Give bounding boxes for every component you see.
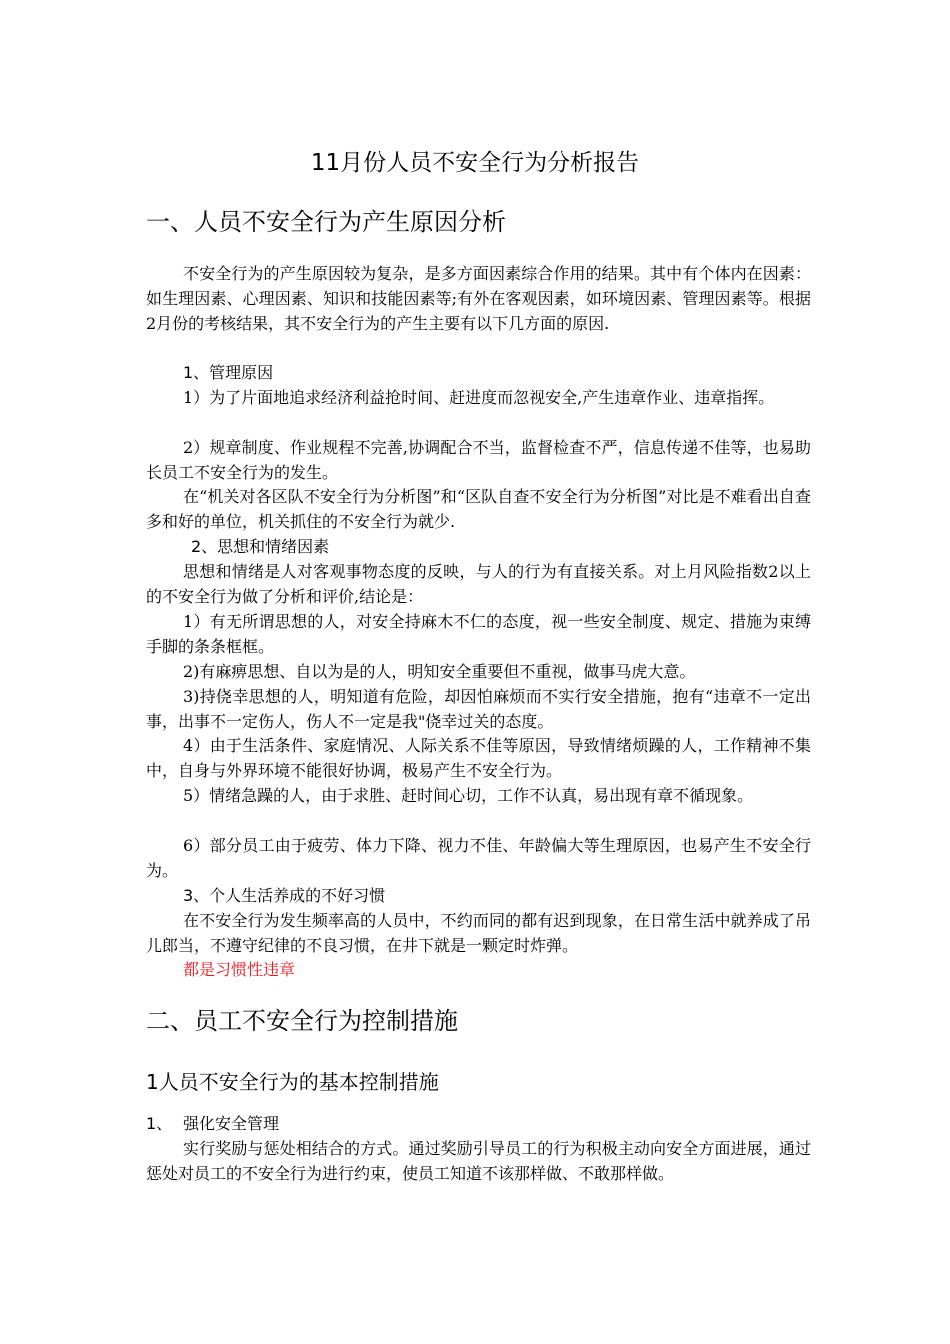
mindset-point-1: 1）有无所谓思想的人，对安全持麻木不仁的态度，视一些安全制度、规定、措施为束缚手脚的条条框框。 [146,612,811,656]
item-1-paragraph: 实行奖励与惩处相结合的方式。通过奖励引导员工的行为积极主动向安全方面进展，通过惩处对员工的不安全行为进行约束，使员工知道不该那样做、不敢那样做。 [146,1139,811,1183]
item-1-number: 1、 [146,1114,173,1133]
section-2-subheading: 1人员不安全行为的基本控制措施 [146,1070,439,1094]
mindset-point-5: 5）情绪急躁的人，由于求胜、赶时间心切，工作不认真，易出现有章不循现象。 [183,786,754,805]
section-1-intro: 不安全行为的产生原因较为复杂，是多方面因素综合作用的结果。其中有个体内在因素：如生理因素、心理因素、知识和技能因素等;有外在客观因素，如环境因素、管理因素等。根据2月份的考核结果，其不安全行为的产生主要有以下几方面的原因. [146,264,811,333]
page-title: 11月份人员不安全行为分析报告 [310,150,640,176]
section-1-heading: 一、人员不安全行为产生原因分析 [146,208,506,236]
mindset-point-6: 6）部分员工由于疲劳、体力下降、视力不佳、年龄偏大等生理原因，也易产生不安全行为。 [146,836,811,880]
subsection-management-title: 1、管理原因 [183,363,274,382]
management-point-2: 2）规章制度、作业规程不完善,协调配合不当，监督检查不严，信息传递不佳等，也易助长员工不安全行为的发生。 [146,438,811,482]
mindset-point-3: 3)持侥幸思想的人，明知道有危险，却因怕麻烦而不实行安全措施，抱有“违章不一定出事，出事不一定伤人，伤人不一定是我"侥幸过关的态度。 [146,687,811,731]
management-point-3: 在“机关对各区队不安全行为分析图”和“区队自查不安全行为分析图”对比是不难看出自查多和好的单位，机关抓住的不安全行为就少. [146,487,811,531]
habits-note: 都是习惯性违章 [183,960,296,979]
mindset-point-2: 2)有麻痹思想、自以为是的人，明知安全重要但不重视，做事马虎大意。 [183,662,696,681]
mindset-point-4: 4）由于生活条件、家庭情况、人际关系不佳等原因，导致情绪烦躁的人，工作精神不集中，自身与外界环境不能很好协调，极易产生不安全行为。 [146,736,811,780]
subsection-mindset-title: 2、思想和情绪因素 [191,537,330,556]
mindset-intro: 思想和情绪是人对客观事物态度的反映，与人的行为有直接关系。对上月风险指数2以上的不安全行为做了分析和评价,结论是： [146,562,811,606]
item-1-title: 强化安全管理 [183,1114,280,1133]
subsection-habits-title: 3、个人生活养成的不好习惯 [183,886,386,905]
habits-paragraph: 在不安全行为发生频率高的人员中，不约而同的都有迟到现象，在日常生活中就养成了吊儿郎当，不遵守纪律的不良习惯，在井下就是一颗定时炸弹。 [146,911,811,955]
management-point-1: 1）为了片面地追求经济利益抢时间、赶进度而忽视安全,产生违章作业、违章指挥。 [183,388,775,407]
section-2-heading: 二、员工不安全行为控制措施 [146,1007,458,1035]
